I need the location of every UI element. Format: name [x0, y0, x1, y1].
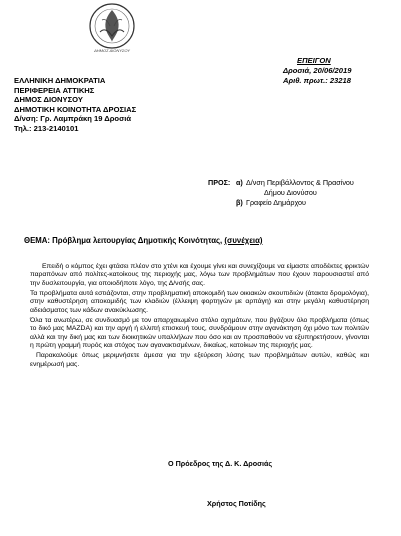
logo-caption: ΔΗΜΟΣ ΔΙΟΝΥΣΟΥ [94, 48, 130, 53]
phone-line: Τηλ.: 213-2140101 [14, 123, 79, 133]
recipient-a: Δ/νση Περιβάλλοντος & Πρασίνου [246, 178, 354, 187]
body-paragraph: Επειδή ο κόμπος έχει φτάσει πλέον στο χτένι και έχουμε γίνει και συνεχίζουμε να είμαστε αποδέκτες φρικτών παραπόνων από πολίτες-κατοίκους της περιοχής μας, λόγω των προβλημάτων που έχουν παρουσιαστεί από την δυσλειτουργία, για οποιοδήποτε λόγο, της Δ/νσής σας. [30, 263, 369, 287]
header-line: ΠΕΡΙΦΕΡΕΙΑ ΑΤΤΙΚΗΣ [14, 85, 95, 95]
issuer-header [14, 76, 136, 134]
body-paragraph: Παρακαλούμε όπως μεριμνήσετε άμεσα για την εξεύρεση λύσης των προβλημάτων αυτών, καθώς και ενημέρωσή μας. [30, 352, 369, 368]
address-line: Δ/νση: Γρ. Λαμπράκη 19 Δροσιά [14, 114, 132, 124]
header-line: ΕΛΛΗΝΙΚΗ ΔΗΜΟΚΡΑΤΙΑ [14, 76, 106, 85]
recipients-block [208, 178, 354, 208]
body-paragraph: Όλα τα ανωτέρω, σε συνδυασμό με τον απαρχαιωμένο στόλο οχημάτων, που βγάζουν όλο προβλήματα (όπως το δικό μας MAZDA) και την αργή ή ελλιπή επισκευή τους, συνδράμουν στην αγανάκτηση όχι μόνο των πολιτών αλλά και την δική μας και των διοικητικών υπαλλήλων που όσο και αν προσπαθούν να εξυπηρετήσουν, γίνονται η πρώτη γραμμή πυρός και στόχος των αγανακτισμένων, δικαίως, κατοίκων της περιοχής μας. [30, 317, 369, 350]
protocol-number: Αριθ. πρωτ.: 23218 [283, 76, 351, 85]
recipient-b-letter: β) [236, 198, 243, 207]
recipients-label: ΠΡΟΣ: [208, 178, 231, 187]
signature-title: Ο Πρόεδρος της Δ. Κ. Δροσιάς [168, 459, 273, 468]
recipient-a-continued: Δήμου Διονύσου [264, 188, 317, 197]
letter-body [30, 263, 369, 371]
municipal-emblem-icon [88, 2, 136, 50]
subject-text: ΘΕΜΑ: Πρόβλημα λειτουργίας Δημοτικής Κοινότητας, [24, 236, 223, 245]
subject-continuation: (συνέχεια) [224, 236, 263, 245]
header-line: ΔΗΜΟΤΙΚΗ ΚΟΙΝΟΤΗΤΑ ΔΡΟΣΙΑΣ [14, 104, 137, 114]
signer-name: Χρήστος Ποτίδης [207, 499, 266, 508]
urgency-label: ΕΠΕΙΓΟΝ [297, 56, 331, 65]
header-line: ΔΗΜΟΣ ΔΙΟΝΥΣΟΥ [14, 95, 83, 105]
document-meta [283, 56, 351, 86]
recipient-a-letter: α) [236, 178, 243, 187]
recipient-b: Γραφείο Δημάρχου [246, 198, 306, 207]
subject-line [24, 236, 262, 245]
date-line: Δροσιά, 20/06/2019 [283, 66, 352, 75]
body-paragraph: Τα προβλήματα αυτά εστιάζονται, στην προβληματική αποκομιδή των οικιακών σκουπιδιών (άτακτα δρομολόγια), στην καθυστέρηση αποκομιδής των κλαδιών (έλλειψη φορτηγών με αρπάγη) και στην μεγάλη καθυστέρηση αδειάσματος των κάδων ανακύκλωσης. [30, 290, 369, 314]
